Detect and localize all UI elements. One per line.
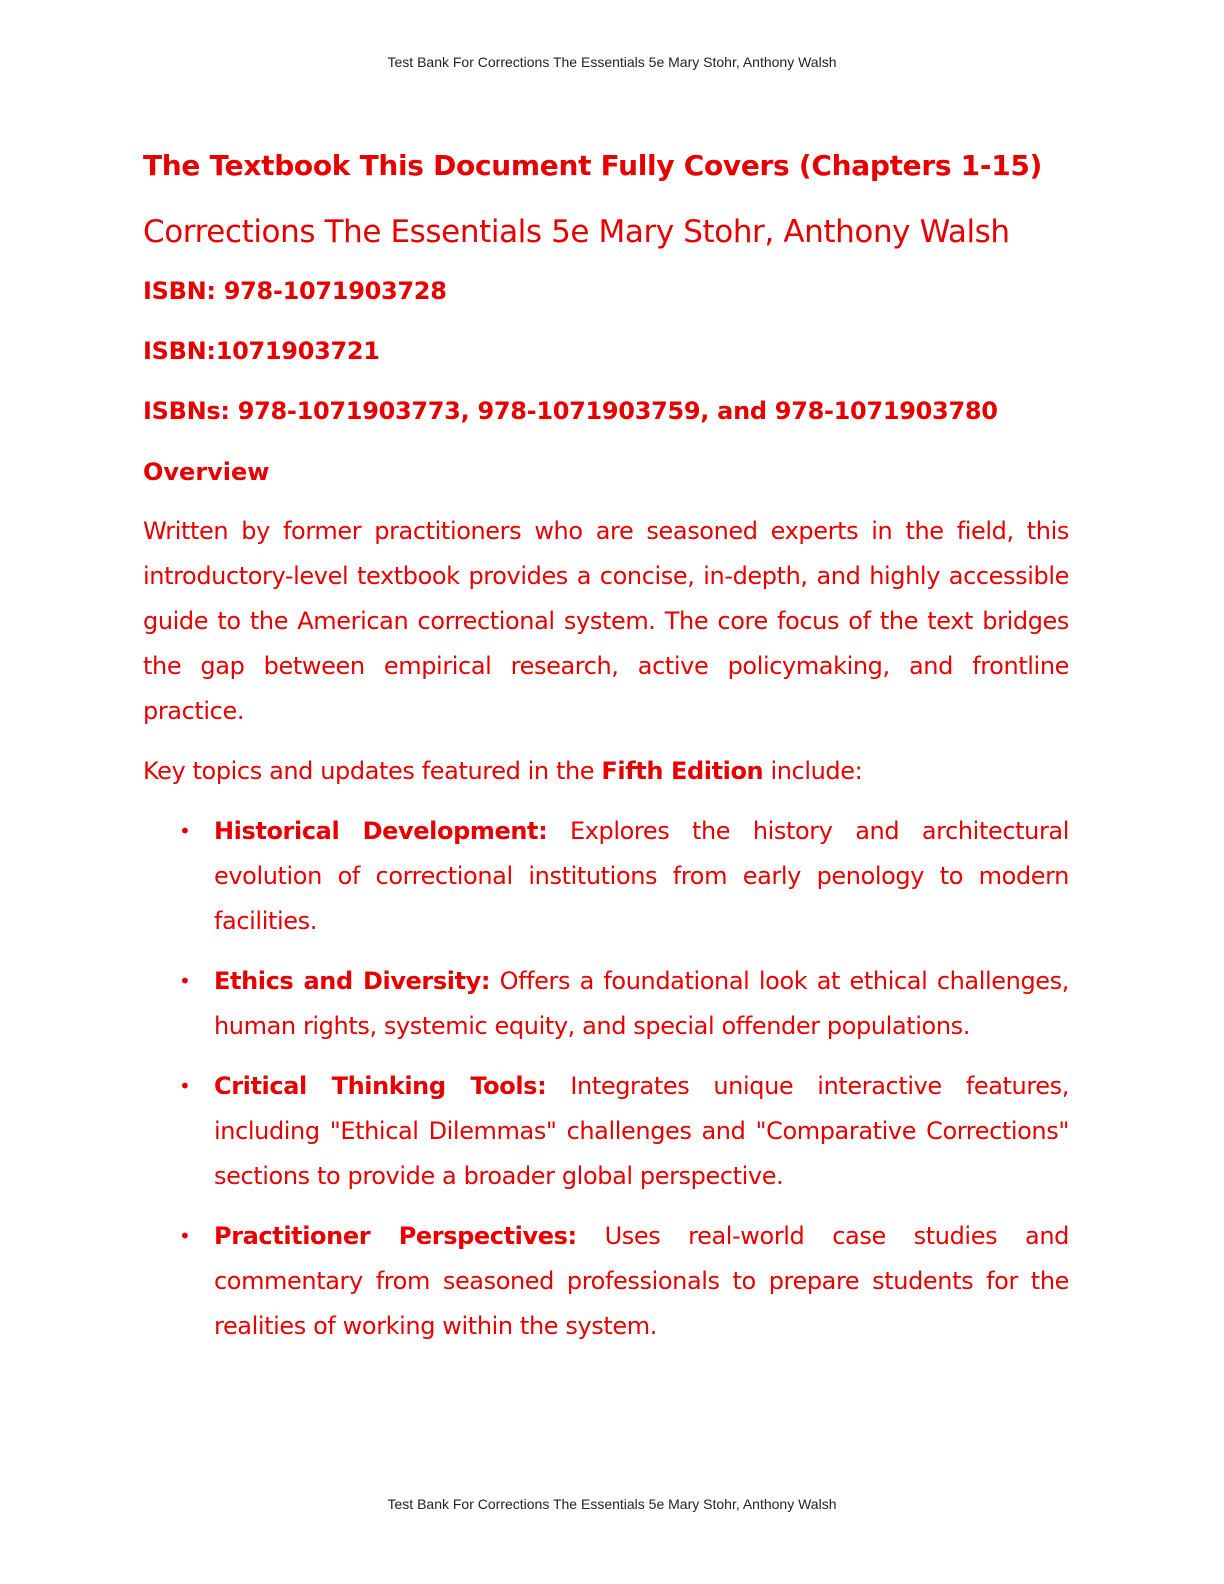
topic-text	[214, 959, 1069, 1049]
list-item	[143, 1214, 1069, 1349]
document-body	[143, 142, 1069, 1364]
list-item	[143, 809, 1069, 944]
bullet-icon: •	[179, 1074, 191, 1098]
topic-text	[214, 1214, 1069, 1349]
isbn-line: ISBN: 978-1071903728	[143, 277, 447, 305]
topic-list	[143, 809, 1069, 1349]
topic-text	[214, 809, 1069, 944]
bullet-icon: •	[179, 969, 191, 993]
isbn-line: ISBNs: 978-1071903773, 978-1071903759, and 978-1071903780	[143, 397, 998, 425]
topic-name: Historical Development:	[214, 817, 548, 845]
topic-description: Offers a foundational look at ethical challenges, human rights, systemic equity, and special offender populations.	[214, 967, 1069, 1040]
overview-paragraph: Written by former practitioners who are seasoned experts in the field, this introductory-level textbook provides a concise, in-depth, and highly accessible guide to the American correctional system. The core focus of the text bridges the gap between empirical research, active policymaking, and frontline practice.	[143, 517, 1069, 725]
topic-name: Ethics and Diversity:	[214, 967, 491, 995]
topic-description: Explores the history and architectural evolution of correctional institutions from early penology to modern facilities.	[214, 817, 1069, 935]
topic-text	[214, 1064, 1069, 1199]
key-topics-intro-emphasis: Fifth Edition	[601, 757, 764, 785]
isbn-line: ISBN:1071903721	[143, 337, 380, 365]
bullet-icon: •	[179, 819, 191, 843]
overview-heading: Overview	[143, 458, 270, 486]
document-title: The Textbook This Document Fully Covers (Chapters 1-15)	[143, 149, 1043, 182]
page-footer: Test Bank For Corrections The Essentials 5e Mary Stohr, Anthony Walsh	[387, 1496, 837, 1512]
key-topics-intro	[143, 749, 1069, 794]
list-item	[143, 1064, 1069, 1199]
page-header: Test Bank For Corrections The Essentials 5e Mary Stohr, Anthony Walsh	[387, 54, 837, 70]
book-title: Corrections The Essentials 5e Mary Stohr, Anthony Walsh	[143, 214, 1010, 250]
bullet-icon: •	[179, 1224, 191, 1248]
key-topics-intro-after: include:	[763, 757, 863, 785]
topic-name: Practitioner Perspectives:	[214, 1222, 577, 1250]
key-topics-intro-before: Key topics and updates featured in the	[143, 757, 602, 785]
topic-description: Uses real-world case studies and commentary from seasoned professionals to prepare students for the realities of working within the system.	[214, 1222, 1069, 1340]
topic-description: Integrates unique interactive features, including "Ethical Dilemmas" challenges and "Comparative Corrections" sections to provide a broader global perspective.	[214, 1072, 1069, 1190]
list-item	[143, 959, 1069, 1049]
topic-name: Critical Thinking Tools:	[214, 1072, 547, 1100]
